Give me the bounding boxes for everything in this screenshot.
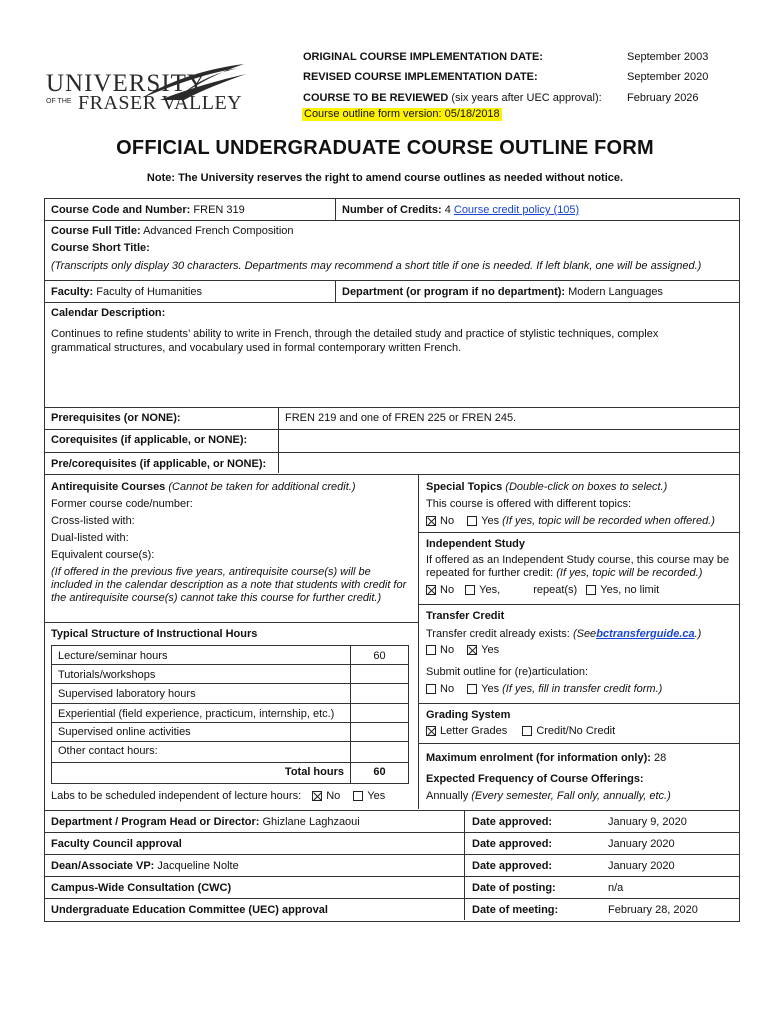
repeats-field[interactable]: repeat(s) [533,584,578,596]
logo-fraser-valley: FRASER VALLEY [78,92,243,114]
prerequisites-value: FREN 219 and one of FREN 225 or FREN 245. [285,412,517,424]
antirequisite-heading: Antirequisite Courses (Cannot be taken for additional credit.) [51,481,356,493]
checkbox-icon[interactable] [522,726,532,736]
rearticulation-no[interactable]: No [426,683,454,695]
dual-listed: Dual-listed with: [51,532,129,544]
faculty-value: Faculty of Humanities [96,286,203,298]
course-code-value: FREN 319 [193,204,245,216]
transcripts-note: (Transcripts only display 30 characters. Departments may recommend a short title if one is needed. If left blank, one will be assigned.) [51,260,702,272]
submit-rearticulation: Submit outline for (re)articulation: [426,666,589,678]
independent-study-text: If offered as an Independent Study course, this course may be repeated for further credit: (If yes, topic will be recorded.) [426,554,730,579]
amend-note: Note: The University reserves the right to amend course outlines as needed without notice. [146,172,624,184]
rearticulation-options: No Yes (If yes, fill in transfer credit form.) [426,683,662,696]
form-version: Course outline form version: 05/18/2018 [304,108,500,120]
checkbox-icon[interactable] [426,645,436,655]
course-short-title-label: Course Short Title: [51,242,150,254]
credit-policy-link[interactable]: Course credit policy (105) [453,204,580,216]
review-note: (six years after UEC approval): [451,92,602,104]
total-hours-value: 60 [373,766,386,778]
revised-date-label: REVISED COURSE IMPLEMENTATION DATE: [303,71,538,83]
former-course: Former course code/number: [51,498,193,510]
grading-options [426,725,615,738]
checked-checkbox-icon[interactable] [426,726,436,736]
special-topics-options: No Yes (If yes, topic will be recorded when offered.) [426,515,715,528]
transfer-exists: Transfer credit already exists: (Seebctransferguide.ca.) [426,628,702,640]
checkbox-icon[interactable] [467,684,477,694]
checked-checkbox-icon[interactable] [426,585,436,595]
transfer-exists-yes[interactable]: Yes [467,644,499,656]
cross-listed: Cross-listed with: [51,515,135,527]
checked-checkbox-icon[interactable] [426,516,436,526]
precorequisites-label: Pre/corequisites (if applicable, or NONE): [51,458,267,470]
credits: Number of Credits: 4 Course credit policy (105) [342,204,580,216]
checkbox-icon[interactable] [353,791,363,801]
transfer-credit-heading: Transfer Credit [426,610,505,622]
rearticulation-yes[interactable]: Yes [467,683,499,695]
checked-checkbox-icon[interactable] [467,645,477,655]
transfer-exists-options [426,644,499,657]
department: Department (or program if no department): Modern Languages [342,286,663,298]
independent-study-yes[interactable]: Yes, [465,584,500,596]
prerequisites-label: Prerequisites (or NONE): [51,412,181,424]
independent-study-options [426,584,659,597]
course-code: Course Code and Number: FREN 319 [51,204,245,216]
antirequisite-explanation: (If offered in the previous five years, antirequisite course(s) will be included in the calendar description as a note that students with credit for the antirequisite course(s) cannot take this course for further credit.) [51,566,407,604]
max-enrolment-value: 28 [653,752,667,764]
special-topics-heading: Special Topics (Double-click on boxes to select.) [426,481,668,493]
labs-yes-option[interactable]: Yes [353,790,385,802]
total-hours-label: Total hours [284,766,344,778]
labs-row: Labs to be scheduled independent of lecture hours: No Yes [51,790,386,802]
faculty: Faculty: Faculty of Humanities [51,286,203,298]
review-date-row [303,92,602,105]
checkbox-icon[interactable] [586,585,596,595]
grading-system-heading: Grading System [426,709,511,721]
page-title: OFFICIAL UNDERGRADUATE COURSE OUTLINE FORM [116,137,654,159]
checkbox-icon[interactable] [467,516,477,526]
original-date-value: September 2003 [627,51,709,63]
course-full-title-value: Advanced French Composition [143,225,294,237]
labs-no-option[interactable]: No [312,790,340,802]
department-value: Modern Languages [568,286,663,298]
checkbox-icon[interactable] [465,585,475,595]
frequency-value: Annually (Every semester, Fall only, annually, etc.) [426,790,671,802]
logo-of-the: OF THE [46,98,72,105]
independent-study-no[interactable]: No [426,584,454,596]
corequisites-label: Corequisites (if applicable, or NONE): [51,434,248,446]
special-topics-text: This course is offered with different topics: [426,498,632,510]
letter-grades-option[interactable]: Letter Grades [426,725,507,737]
bctransferguide-link[interactable]: bctransferguide.ca [596,628,695,640]
frequency-label: Expected Frequency of Course Offerings: [426,773,644,785]
max-enrolment: Maximum enrolment (for information only): 28 [426,752,667,764]
independent-study-no-limit[interactable]: Yes, no limit [586,584,659,596]
calendar-description-text: Continues to refine students’ ability to write in French, through the detailed study and practice of stylistic techniques, complex grammatical structures, and vocabulary used in formal contemporary written French. [51,328,659,354]
hours-value[interactable]: 60 [373,650,386,662]
independent-study-heading: Independent Study [426,538,525,550]
original-date-label: ORIGINAL COURSE IMPLEMENTATION DATE: [303,51,543,63]
transfer-exists-no[interactable]: No [426,644,454,656]
revised-date-value: September 2020 [627,71,709,83]
credits-value: 4 [444,204,451,216]
course-full-title: Course Full Title: Advanced French Composition [51,225,294,237]
checked-checkbox-icon[interactable] [312,791,322,801]
equivalent-courses: Equivalent course(s): [51,549,155,561]
checkbox-icon[interactable] [426,684,436,694]
hours-heading: Typical Structure of Instructional Hours [51,628,258,640]
review-date-value: February 2026 [627,92,699,104]
review-label: COURSE TO BE REVIEWED [303,92,449,104]
logo-university: UNIVERSITY [46,70,206,97]
calendar-description-label: Calendar Description: [51,307,166,319]
credit-no-credit-option[interactable]: Credit/No Credit [522,725,615,737]
special-topics-yes[interactable]: Yes [467,515,499,527]
special-topics-no[interactable]: No [426,515,454,527]
